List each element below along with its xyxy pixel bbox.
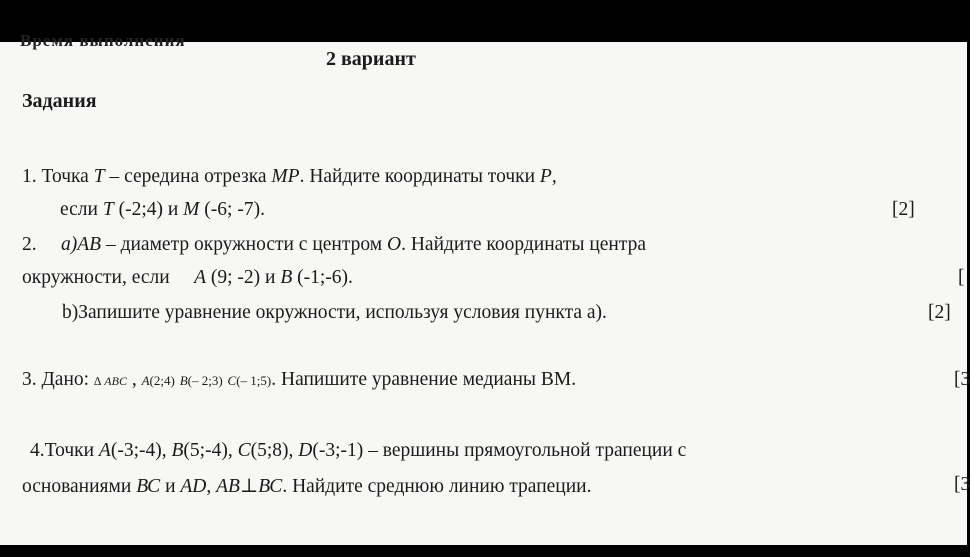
- task1-line2: если Т (-2;4) и М (-6; -7).: [60, 199, 265, 220]
- tasks-heading: Задания: [22, 90, 97, 112]
- task4-line1: 4.Точки А(-3;-4), В(5;-4), С(5;8), D(-3;-1) – вершины прямоугольной трапеции с: [30, 440, 687, 461]
- triangle-abc: ∆ ABC: [93, 374, 127, 388]
- task2b-score: [2]: [928, 302, 951, 323]
- task3-line: 3. Дано: ∆ ABC , A(2;4) B(– 2;3) C(– 1;5). Напишите уравнение медианы ВМ.: [22, 369, 577, 390]
- cutoff-header-text: Время выполнения: [20, 31, 186, 50]
- task1-line1: 1. Точка Т – середина отрезка МР. Найдите координаты точки Р,: [22, 166, 557, 187]
- task2-line3: b)Запишите уравнение окружности, используя условия пункта а).: [62, 302, 607, 323]
- task1-score: [2]: [892, 199, 915, 220]
- task4-score: [3: [954, 474, 970, 495]
- task2a-score: [: [958, 267, 965, 288]
- variant-title: 2 вариант: [326, 48, 416, 70]
- task2-line1: 2. а)АВ – диаметр окружности с центром О. Найдите координаты центра: [22, 234, 647, 255]
- worksheet: [0, 31, 970, 545]
- task2-line2: окружности, если А (9; -2) и В (-1;-6).: [22, 267, 353, 288]
- task3-score: [3: [954, 369, 970, 390]
- task4-line2: основаниями ВС и AD, АВ⊥ВС. Найдите среднюю линию трапеции.: [22, 476, 592, 497]
